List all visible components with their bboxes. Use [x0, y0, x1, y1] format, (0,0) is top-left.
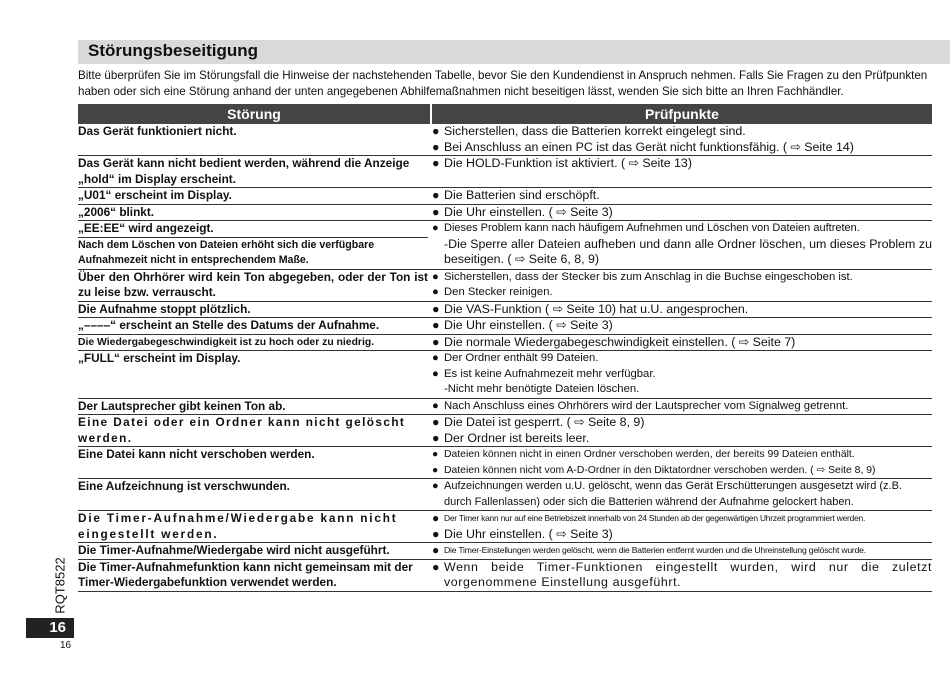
page-number-tab	[26, 618, 74, 638]
check-item: Die Uhr einstellen. ( ⇨ Seite 3)	[444, 318, 613, 332]
problem-cell: Eine Datei kann nicht verschoben werden.	[78, 447, 315, 461]
table-row	[78, 351, 932, 399]
checks-cell	[432, 335, 932, 351]
problem-cell: Das Gerät kann nicht bedient werden, während die Anzeige „hold“ im Display erscheint.	[78, 156, 410, 186]
checks-cell	[432, 188, 932, 204]
bullet-icon: ●	[432, 204, 440, 219]
bullet-icon: ●	[432, 543, 440, 557]
table-row	[78, 511, 932, 543]
checks-cell	[432, 560, 932, 591]
problem-cell: Eine Aufzeichnung ist verschwunden.	[78, 479, 290, 493]
bullet-icon: ●	[432, 559, 441, 574]
bullet-icon: ●	[432, 222, 439, 234]
section-title-bar	[78, 40, 950, 64]
problem-cell: Das Gerät funktioniert nicht.	[78, 124, 237, 138]
check-item: Dateien können nicht vom A-D-Ordner in den Diktatordner verschoben werden. ( ⇨ Seite 8, 9)	[444, 464, 876, 476]
checks-cell	[432, 351, 932, 398]
page-number: 16	[49, 619, 66, 636]
table-row	[78, 479, 932, 511]
check-item: Der Ordner enthält 99 Dateien.	[444, 352, 599, 364]
checks-cell	[432, 318, 932, 334]
check-item: Der Ordner ist bereits leer.	[444, 430, 590, 445]
troubleshooting-table	[78, 104, 932, 592]
problem-cell: Die Wiedergabegeschwindigkeit ist zu hoch oder zu niedrig.	[78, 336, 375, 348]
checks-cell	[432, 124, 932, 155]
checks-cell	[432, 270, 932, 301]
table-row	[78, 205, 932, 222]
section-title: Störungsbeseitigung	[88, 41, 258, 60]
check-item: Die Uhr einstellen. ( ⇨ Seite 3)	[444, 526, 613, 541]
bullet-icon: ●	[432, 449, 439, 460]
check-item: Die HOLD-Funktion ist aktiviert. ( ⇨ Seite 13)	[444, 156, 692, 170]
problem-cell: „2006“ blinkt.	[78, 204, 155, 219]
problem-cell: Über den Ohrhörer wird kein Ton abgegeben, oder der Ton ist zu leise bzw. verrauscht.	[78, 269, 428, 299]
check-item: Aufzeichnungen werden u.U. gelöscht, wenn das Gerät Erschütterungen ausgesetzt wird (z.B. durch Fallenlassen) oder sich die Batterien während der Aufnahme gelockert haben.	[444, 480, 902, 508]
checks-cell	[432, 511, 932, 542]
table-row	[78, 156, 932, 188]
check-item: Wenn beide Timer-Funktionen eingestellt wurden, wird nur die zuletzt vorgenommene Einstellung ausgeführt.	[444, 559, 932, 589]
bullet-icon: ●	[432, 352, 439, 364]
bullet-icon: ●	[432, 286, 439, 298]
check-item: Dateien können nicht in einen Ordner verschoben werden, der bereits 99 Dateien enthält.	[444, 449, 855, 460]
table-row	[78, 447, 932, 479]
bullet-icon: ●	[432, 188, 440, 202]
bullet-icon: ●	[432, 139, 440, 154]
table-row	[78, 399, 932, 416]
check-item: Die Uhr einstellen. ( ⇨ Seite 3)	[444, 204, 613, 219]
check-item: Sicherstellen, dass die Batterien korrekt eingelegt sind.	[444, 124, 746, 138]
checks-cell	[432, 221, 932, 269]
bullet-icon: ●	[432, 399, 439, 412]
bullet-icon: ●	[432, 156, 440, 170]
table-row	[78, 188, 932, 205]
table-row	[78, 543, 932, 560]
problem-text-2: Nach dem Löschen von Dateien erhöht sich die verfügbare Aufnahmezeit nicht in entsprechendem Maße.	[78, 238, 375, 266]
document-code-text: RQT8522	[52, 557, 68, 614]
bullet-icon: ●	[432, 430, 440, 445]
checks-cell	[432, 447, 932, 478]
check-item: Die Batterien sind erschöpft.	[444, 188, 600, 202]
bullet-icon: ●	[432, 480, 439, 492]
checks-cell	[432, 156, 932, 187]
table-row	[78, 560, 932, 592]
table-row	[78, 124, 932, 156]
problem-cell: Die Timer-Aufnahme/Wiedergabe wird nicht ausgeführt.	[78, 543, 390, 557]
bullet-icon: ●	[432, 464, 439, 476]
header-checks: Prüfpunkte	[645, 106, 719, 122]
check-item: Bei Anschluss an einen PC ist das Gerät nicht funktionsfähig. ( ⇨ Seite 14)	[444, 139, 854, 154]
bullet-icon: ●	[432, 511, 440, 525]
check-item: Die normale Wiedergabegeschwindigkeit einstellen. ( ⇨ Seite 7)	[444, 334, 796, 349]
table-row	[78, 221, 932, 270]
problem-cell: „––––“ erscheint an Stelle des Datums der Aufnahme.	[78, 318, 380, 332]
bullet-icon: ●	[432, 334, 440, 349]
bullet-icon: ●	[432, 415, 440, 429]
checks-cell	[432, 415, 932, 446]
header-problem: Störung	[78, 104, 432, 124]
check-item: Die VAS-Funktion ( ⇨ Seite 10) hat u.U. angesprochen.	[444, 301, 749, 316]
bullet-icon: ●	[432, 301, 440, 316]
checks-cell	[432, 302, 932, 318]
problem-text: „EE:EE“ wird angezeigt.	[78, 221, 428, 238]
checks-cell	[432, 205, 932, 221]
problem-cell: „FULL“ erscheint im Display.	[78, 351, 241, 365]
problem-cell: Die Aufnahme stoppt plötzlich.	[78, 301, 251, 316]
check-item: Sicherstellen, dass der Stecker bis zum Anschlag in die Buchse eingeschoben ist.	[444, 270, 853, 283]
table-row	[78, 318, 932, 335]
problem-cell	[78, 221, 432, 269]
page-number-small: 16	[60, 640, 72, 651]
table-row	[78, 335, 932, 352]
check-continuation: -Nicht mehr benötigte Dateien löschen.	[444, 383, 640, 395]
document-code	[52, 556, 72, 618]
check-item: Nach Anschluss eines Ohrhörers wird der Lautsprecher vom Signalweg getrennt.	[444, 399, 849, 412]
check-item: Den Stecker reinigen.	[444, 286, 553, 298]
bullet-icon: ●	[432, 526, 440, 541]
checks-cell	[432, 543, 932, 559]
table-header	[78, 104, 932, 124]
check-item: Der Timer kann nur auf eine Betriebszeit innerhalb von 24 Stunden ab der gegenwärtigen Uhrzeit programmiert werden.	[444, 513, 866, 523]
table-row	[78, 270, 932, 302]
check-item: Dieses Problem kann nach häufigem Aufnehmen und Löschen von Dateien auftreten.	[444, 222, 860, 234]
table-row	[78, 415, 932, 447]
table-row	[78, 302, 932, 319]
bullet-icon: ●	[432, 270, 439, 283]
bullet-icon: ●	[432, 318, 440, 332]
problem-cell: „U01“ erscheint im Display.	[78, 188, 232, 202]
problem-cell: Eine Datei oder ein Ordner kann nicht gelöscht werden.	[78, 415, 406, 445]
problem-cell: Die Timer-Aufnahme/Wiedergabe kann nicht eingestellt werden.	[78, 511, 398, 541]
checks-cell	[432, 399, 932, 415]
check-item: Die Timer-Einstellungen werden gelöscht, wenn die Batterien entfernt wurden und die Uhreinstellung gelöscht wurde.	[444, 545, 866, 555]
check-continuation: -Die Sperre aller Dateien aufheben und dann alle Ordner löschen, um dieses Problem zu beseitigen. ( ⇨ Seite 6, 8, 9)	[444, 236, 932, 266]
bullet-icon: ●	[432, 124, 440, 138]
check-item: Die Datei ist gesperrt. ( ⇨ Seite 8, 9)	[444, 415, 645, 429]
intro-text: Bitte überprüfen Sie im Störungsfall die Hinweise der nachstehenden Tabelle, bevor Sie den Kundendienst in Anspruch nehmen. Falls Sie Fragen zu den Prüfpunkten haben oder sich eine Störung anhand der unten angegebenen Abhilfemaßnahmen nicht beseitigen lässt, wenden Sie sich bitte an Ihren Fachhändler.	[78, 69, 928, 98]
problem-cell: Der Lautsprecher gibt keinen Ton ab.	[78, 398, 286, 413]
problem-cell: Die Timer-Aufnahmefunktion kann nicht gemeinsam mit der Timer-Wiedergabefunktion verwendet werden.	[78, 559, 413, 589]
bullet-icon: ●	[432, 367, 439, 380]
check-item: Es ist keine Aufnahmezeit mehr verfügbar.	[444, 367, 656, 380]
checks-cell	[432, 479, 932, 510]
